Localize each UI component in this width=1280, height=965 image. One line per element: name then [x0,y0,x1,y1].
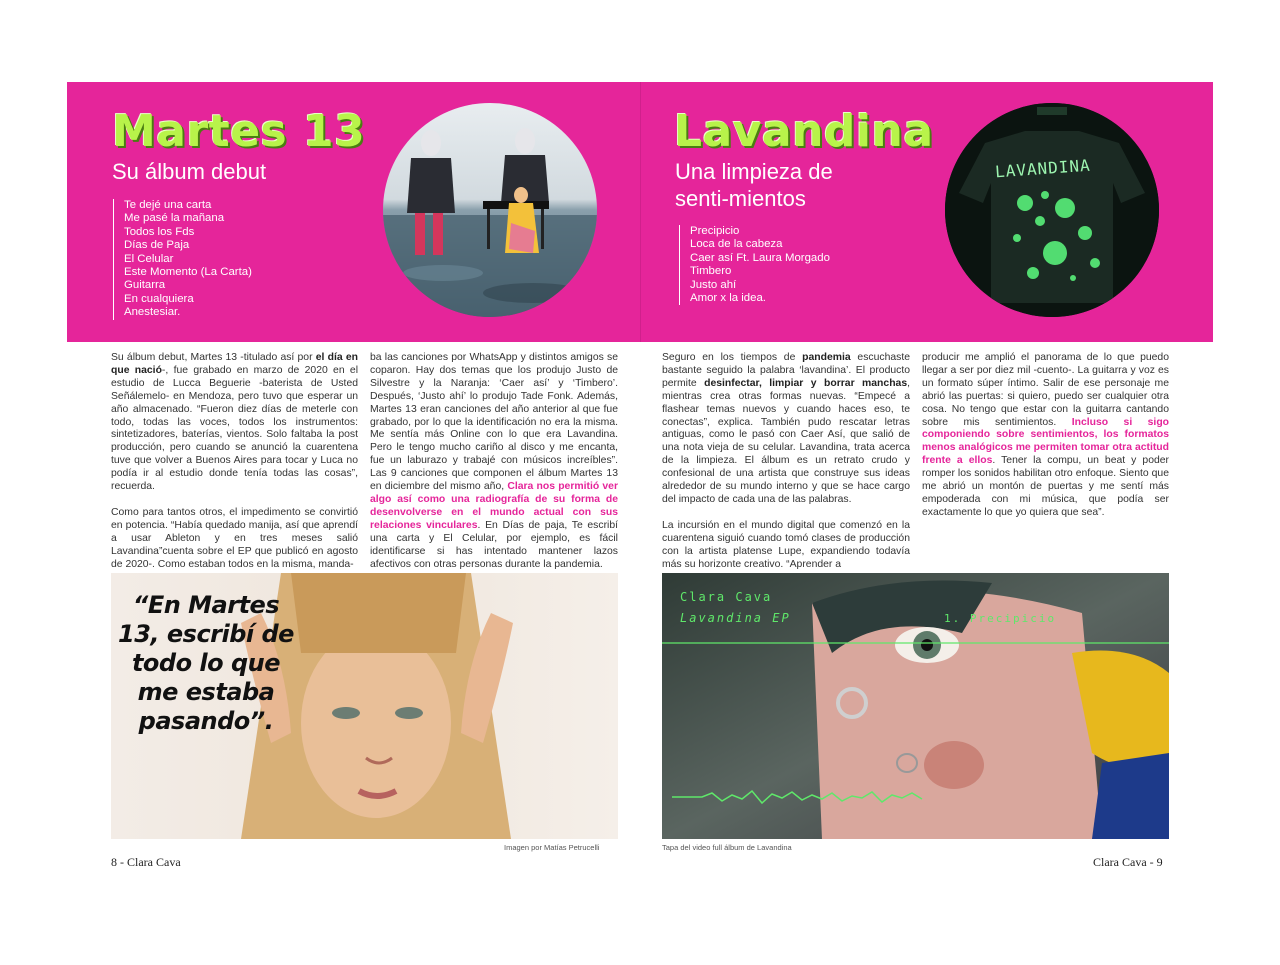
track-item: En cualquiera [124,292,194,305]
page-number-left: 8 - Clara Cava [111,855,181,869]
track-item: Loca de la cabeza [690,238,783,251]
right-page-title: Lavandina [674,106,934,157]
lavandina-shirt-photo [945,103,1159,317]
left-tracklist [113,199,252,320]
portrait-photo [111,573,618,839]
album-cover-photo [383,103,597,317]
left-page-subtitle: Su álbum debut [112,159,267,184]
track-item: Amor x la idea. [690,292,766,305]
right-tracklist [679,225,830,305]
left-page-title: Martes 13 [112,106,366,157]
right-page-subtitle: Una limpieza de senti-mientos [675,159,833,211]
article-column-4: producir me amplió el panorama de lo que puedo llegar a ser por diez mil -cuento-. La guitarra y voz es un formato súper íntimo. Salir de ese personaje me abrió las puertas: si quiero, puedo ser cualquier otra cosa. No tengo que estar con la guitarra cantando sobre mis sentimientos. Incluso si sigo componiendo sobre sentimientos, los formatos menos analógicos me permiten tomar otra actitud frente a ellos. Tener la compu, un beat y poder romper los sonidos habilitan otro enfoque. Siento que me abrió un montón de puertas y me sentí más empoderada con mi música, que podía ser exactamente lo que yo quiera que sea”. [922,352,1170,518]
track-item: Este Momento (La Carta) [124,266,252,279]
video-ep-label: Lavandina EP [680,611,791,625]
photo-credit: Imagen por Matías Petrucelli [504,843,600,852]
article-column-3: Seguro en los tiempos de pandemia escuchaste bastante seguido la palabra ‘lavandina’. El producto permite desinfectar, limpiar y borrar manchas, mientras crea otras formas nuevas. “Empecé a flashear temas nuevos y cuando haces eso, te conectas”, explica. También pudo rescatar letras antiguas, como le pasó con Caer Así, que salió de una nota vieja de su celular. Lavandina, trata acerca de la limpieza. El álbum es un retrato crudo y confesional de una artista que construye sus ideas alrededor de su mundo interno y que se hace cargo del impacto de cada una de las palabras. La incursión en el mundo digital que comenzó en la cuarentena siguió cuando tomó clases de producción con la artista platense Lupe, expandiendo todavía más su horizonte creativo. “Aprender a [662,352,910,570]
track-item: Anestesiar. [124,306,181,319]
article-column-2: ba las canciones por WhatsApp y distintos amigos se coparon. Hay dos temas que los produjo Justo de Silvestre y la Naranja: ‘Caer así’ y ‘Timbero’. Después, ‘Justo ahí’ lo produjo Tade Fonk. Además, Martes 13 eran canciones del año anterior al que fue grabado, por lo que la identificación no era la misma. Me sentía más Online con lo que era Lavandina. Pero le tengo mucho cariño al disco y me encanta, fue un laburazo y trabajé con músicos increíbles”. Las 9 canciones que componen el álbum Martes 13 en diciembre del mismo año, Clara nos permitió ver algo así como una radiografía de su forma de desenvolverse en el mundo actual con sus relaciones vinculares. En Días de paja, Te escribí una carta y El Celular, por ejemplo, es fácil identificarse si has intentado mantener lazos afectivos con otras personas durante la pandemia. [370,352,619,570]
track-item: Timbero [690,265,732,278]
video-still-photo [662,573,1169,839]
article-column-1: Su álbum debut, Martes 13 -titulado así por el día en que nació-, fue grabado en marzo de 2020 en el estudio de Lucca Beguerie -baterista de Usted Señálemelo- en Mendoza, pero tuvo que esperar un año almacenado. “Fueron diez días de meterle con todo, todas las voces, todos los instrumentos: sintetizadores, baterías, vientos. Solo faltaba la post producción, pero cuando se anunció la cuarentena tuve que volver a Buenos Aires para tocar y Luca no podía ir al estudio donde tenía todas las cosas”, recuerda. Como para tantos otros, el impedimento se convirtió en potencia. “Había quedado manija, así que aprendí a usar Ableton y en tres meses salió Lavandina”cuenta sobre el EP que publicó en agosto de 2020-. Como estaban todos en la misma, manda- [111,352,359,570]
track-item: Precipicio [690,225,740,237]
photo-caption: Tapa del video full álbum de Lavandina [662,843,792,852]
track-item: Guitarra [124,279,166,292]
shirt-text: LAVANDINA [994,155,1092,182]
track-item: Me pasé la mañana [124,212,225,225]
track-item: Días de Paja [124,239,190,252]
video-track-label: 1. Precipicio [944,612,1057,625]
track-item: El Celular [124,252,174,265]
page-gutter [640,82,641,342]
track-item: Todos los Fds [124,225,195,238]
track-item: Caer así Ft. Laura Morgado [690,251,830,264]
video-artist-label: Clara Cava [680,590,773,604]
track-item: Justo ahí [690,278,737,291]
page-number-right: Clara Cava - 9 [1093,855,1163,869]
pull-quote: “En Martes 13, escribí de todo lo que me estaba pasando”. [118,591,294,735]
track-item: Te dejé una carta [124,199,212,211]
